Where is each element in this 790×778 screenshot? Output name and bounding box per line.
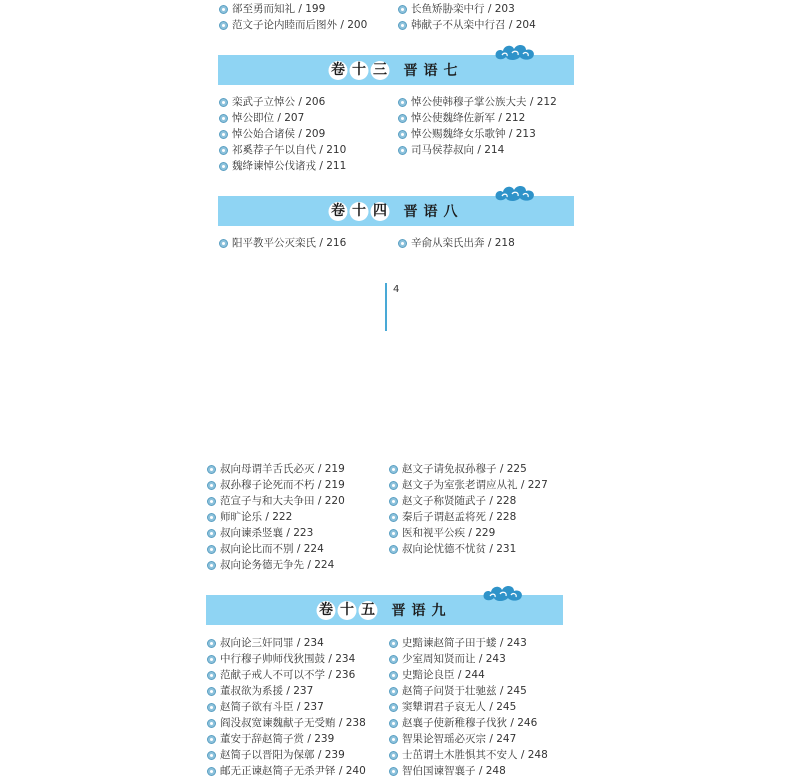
toc-entry[interactable]: 赵简子以晋阳为保鄣 / 239 — [207, 748, 345, 762]
bullet-icon — [207, 751, 216, 760]
toc-entry[interactable]: 长鱼矫胁栾中行 / 203 — [398, 2, 515, 16]
toc-entry[interactable]: 董安于辞赵简子赏 / 239 — [207, 732, 334, 746]
toc-entry[interactable]: 阎没叔宽谏魏献子无受贿 / 238 — [207, 716, 366, 730]
bullet-icon — [389, 719, 398, 728]
toc-entry[interactable]: 少室周知贤而让 / 243 — [389, 652, 506, 666]
chapter-title: 晋语九 — [391, 603, 452, 619]
bullet-icon — [389, 671, 398, 680]
bullet-icon — [398, 239, 407, 248]
toc-entry[interactable]: 悼公始合诸侯 / 209 — [219, 127, 325, 141]
bullet-icon — [398, 98, 407, 107]
toc-entry[interactable]: 范宣子与和大夫争田 / 220 — [207, 494, 345, 508]
page-divider — [385, 283, 387, 331]
bullet-icon — [389, 497, 398, 506]
toc-entry[interactable]: 范文子论内睦而后图外 / 200 — [219, 18, 367, 32]
toc-entry[interactable]: 秦后子谓赵孟将死 / 228 — [389, 510, 516, 524]
bullet-icon — [389, 545, 398, 554]
bullet-icon — [389, 639, 398, 648]
chapter-title: 晋语八 — [403, 204, 464, 220]
bullet-icon — [219, 98, 228, 107]
bullet-icon — [207, 465, 216, 474]
toc-entry[interactable]: 阳平教平公灭栾氏 / 216 — [219, 236, 346, 250]
cloud-ornament-icon — [480, 582, 526, 604]
volume-label: 卷 十 三 — [329, 61, 392, 80]
bullet-icon — [207, 545, 216, 554]
bullet-icon — [219, 130, 228, 139]
toc-entry[interactable]: 郤至勇而知礼 / 199 — [219, 2, 325, 16]
toc-entry[interactable]: 悼公使魏绛佐新军 / 212 — [398, 111, 525, 125]
bullet-icon — [219, 239, 228, 248]
toc-entry[interactable]: 悼公赐魏绛女乐歌钟 / 213 — [398, 127, 536, 141]
bullet-icon — [207, 561, 216, 570]
bullet-icon — [219, 5, 228, 14]
toc-entry[interactable]: 医和视平公疾 / 229 — [389, 526, 495, 540]
bullet-icon — [219, 162, 228, 171]
toc-entry[interactable]: 范献子戒人不可以不学 / 236 — [207, 668, 355, 682]
toc-entry[interactable]: 智伯国谏智襄子 / 248 — [389, 764, 506, 778]
toc-entry[interactable]: 叔向谏杀竖襄 / 223 — [207, 526, 313, 540]
toc-entry[interactable]: 邮无正谏赵简子无杀尹铎 / 240 — [207, 764, 366, 778]
toc-entry[interactable]: 辛俞从栾氏出奔 / 218 — [398, 236, 515, 250]
toc-entry[interactable]: 韩献子不从栾中行召 / 204 — [398, 18, 536, 32]
bullet-icon — [389, 703, 398, 712]
toc-entry[interactable]: 赵简子欲有斗臣 / 237 — [207, 700, 324, 714]
bullet-icon — [207, 497, 216, 506]
toc-entry[interactable]: 叔向论比而不别 / 224 — [207, 542, 324, 556]
page-number: 4 — [393, 284, 400, 295]
bullet-icon — [398, 114, 407, 123]
toc-entry[interactable]: 叔向论三奸同罪 / 234 — [207, 636, 324, 650]
bullet-icon — [219, 146, 228, 155]
toc-entry[interactable]: 史黯论良臣 / 244 — [389, 668, 485, 682]
bullet-icon — [389, 735, 398, 744]
chapter-title: 晋语七 — [403, 63, 464, 79]
bullet-icon — [389, 767, 398, 776]
toc-entry[interactable]: 中行穆子帅师伐狄围鼓 / 234 — [207, 652, 355, 666]
bullet-icon — [207, 671, 216, 680]
bullet-icon — [207, 687, 216, 696]
toc-entry[interactable]: 叔向母谓羊舌氏必灭 / 219 — [207, 462, 345, 476]
volume-label: 卷 十 五 — [317, 601, 380, 620]
bullet-icon — [207, 735, 216, 744]
toc-entry[interactable]: 悼公使韩穆子掌公族大夫 / 212 — [398, 95, 557, 109]
bullet-icon — [207, 513, 216, 522]
bullet-icon — [207, 767, 216, 776]
bullet-icon — [398, 130, 407, 139]
bullet-icon — [389, 481, 398, 490]
toc-entry[interactable]: 史黯谏赵简子田于蝼 / 243 — [389, 636, 527, 650]
toc-entry[interactable]: 祁奚荐子午以自代 / 210 — [219, 143, 346, 157]
bullet-icon — [389, 513, 398, 522]
bullet-icon — [207, 481, 216, 490]
toc-entry[interactable]: 悼公即位 / 207 — [219, 111, 304, 125]
cloud-ornament-icon — [492, 41, 538, 63]
bullet-icon — [398, 5, 407, 14]
toc-entry[interactable]: 司马侯荐叔向 / 214 — [398, 143, 504, 157]
bullet-icon — [389, 687, 398, 696]
bullet-icon — [398, 146, 407, 155]
toc-entry[interactable]: 叔孙穆子论死而不朽 / 219 — [207, 478, 345, 492]
toc-entry[interactable]: 赵襄子使新稚穆子伐狄 / 246 — [389, 716, 537, 730]
bullet-icon — [389, 529, 398, 538]
bullet-icon — [207, 719, 216, 728]
toc-entry[interactable]: 叔向论务德无争先 / 224 — [207, 558, 334, 572]
bullet-icon — [207, 529, 216, 538]
bullet-icon — [389, 751, 398, 760]
volume-label: 卷 十 四 — [329, 202, 392, 221]
cloud-ornament-icon — [492, 182, 538, 204]
toc-entry[interactable]: 智果论智瑶必灭宗 / 247 — [389, 732, 516, 746]
bullet-icon — [219, 21, 228, 30]
bullet-icon — [389, 655, 398, 664]
toc-entry[interactable]: 赵文子称贤随武子 / 228 — [389, 494, 516, 508]
toc-entry[interactable]: 赵文子为室张老谓应从礼 / 227 — [389, 478, 548, 492]
toc-entry[interactable]: 士茁谓土木胜惧其不安人 / 248 — [389, 748, 548, 762]
bullet-icon — [219, 114, 228, 123]
bullet-icon — [207, 639, 216, 648]
toc-entry[interactable]: 魏绛谏悼公伐诸戎 / 211 — [219, 159, 346, 173]
toc-entry[interactable]: 赵文子请免叔孙穆子 / 225 — [389, 462, 527, 476]
bullet-icon — [207, 703, 216, 712]
toc-entry[interactable]: 赵简子问贤于壮驰兹 / 245 — [389, 684, 527, 698]
bullet-icon — [389, 465, 398, 474]
toc-entry[interactable]: 董叔欲为系援 / 237 — [207, 684, 313, 698]
toc-entry[interactable]: 窦犨谓君子哀无人 / 245 — [389, 700, 516, 714]
toc-entry[interactable]: 叔向论忧德不忧贫 / 231 — [389, 542, 516, 556]
toc-entry[interactable]: 栾武子立悼公 / 206 — [219, 95, 325, 109]
bullet-icon — [207, 655, 216, 664]
bullet-icon — [398, 21, 407, 30]
toc-entry[interactable]: 师旷论乐 / 222 — [207, 510, 292, 524]
